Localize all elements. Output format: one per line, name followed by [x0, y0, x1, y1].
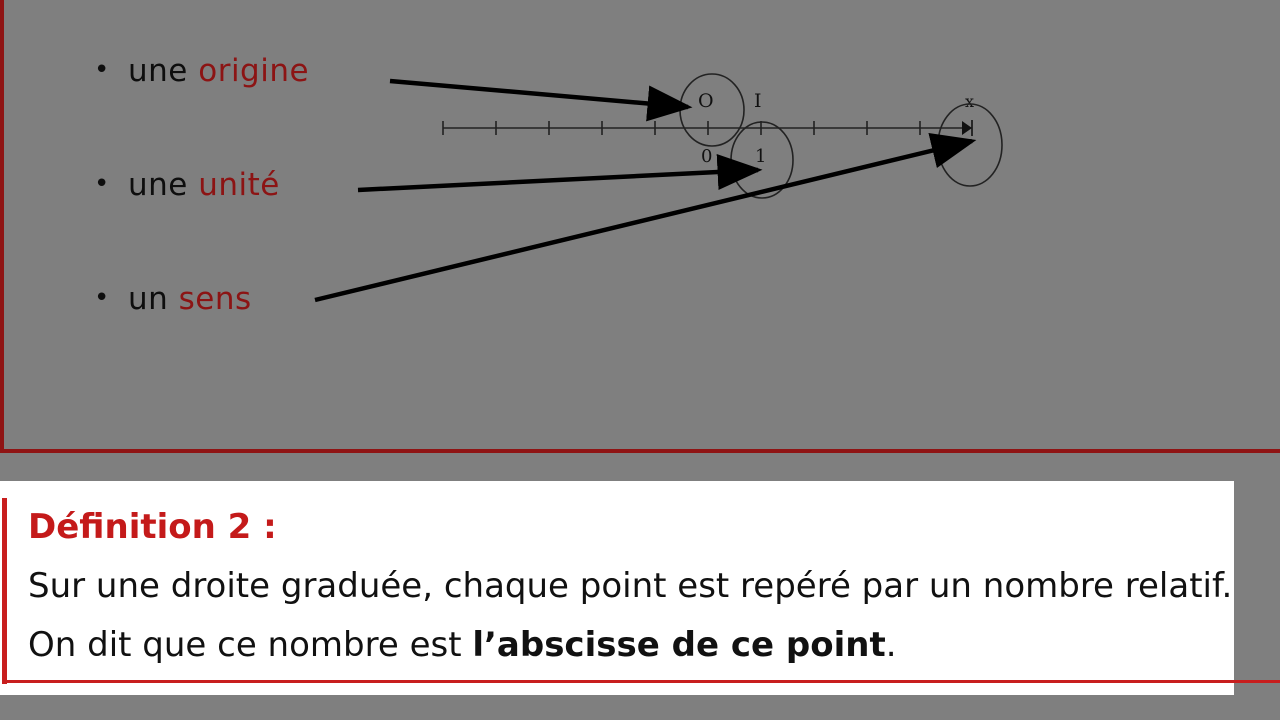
- tick-label-0: 0: [701, 146, 713, 167]
- arrow-origine: [390, 81, 688, 107]
- bullet-prefix: une: [128, 53, 199, 89]
- definition-line-1: Sur une droite graduée, chaque point est repéré par un nombre relatif.: [28, 566, 1233, 606]
- tick-label-1: 1: [755, 146, 767, 167]
- label-unit-I: I: [754, 90, 762, 112]
- definition-line-2-suffix: .: [885, 625, 897, 665]
- bullet-prefix: une: [128, 167, 199, 203]
- definition-line-2-prefix: On dit que ce nombre est: [28, 625, 473, 665]
- label-direction-x: x: [965, 92, 975, 111]
- definition-title: Définition 2 :: [28, 507, 277, 547]
- bullet-keyword-origine: origine: [198, 53, 310, 89]
- arrow-unite: [358, 170, 758, 190]
- number-line-arrow-icon: [962, 121, 972, 135]
- label-origin-O: O: [698, 90, 714, 112]
- arrow-sens: [315, 141, 972, 300]
- bullet-keyword-unite: unité: [198, 167, 280, 203]
- definition-accent-bar: [2, 498, 7, 684]
- bullet-prefix: un: [128, 281, 179, 317]
- definition-key-term: l’abscisse de ce point: [472, 625, 886, 665]
- definition-line-2: [28, 625, 897, 665]
- bullet-keyword-sens: sens: [178, 281, 252, 317]
- definition-bottom-rule: [2, 680, 1280, 683]
